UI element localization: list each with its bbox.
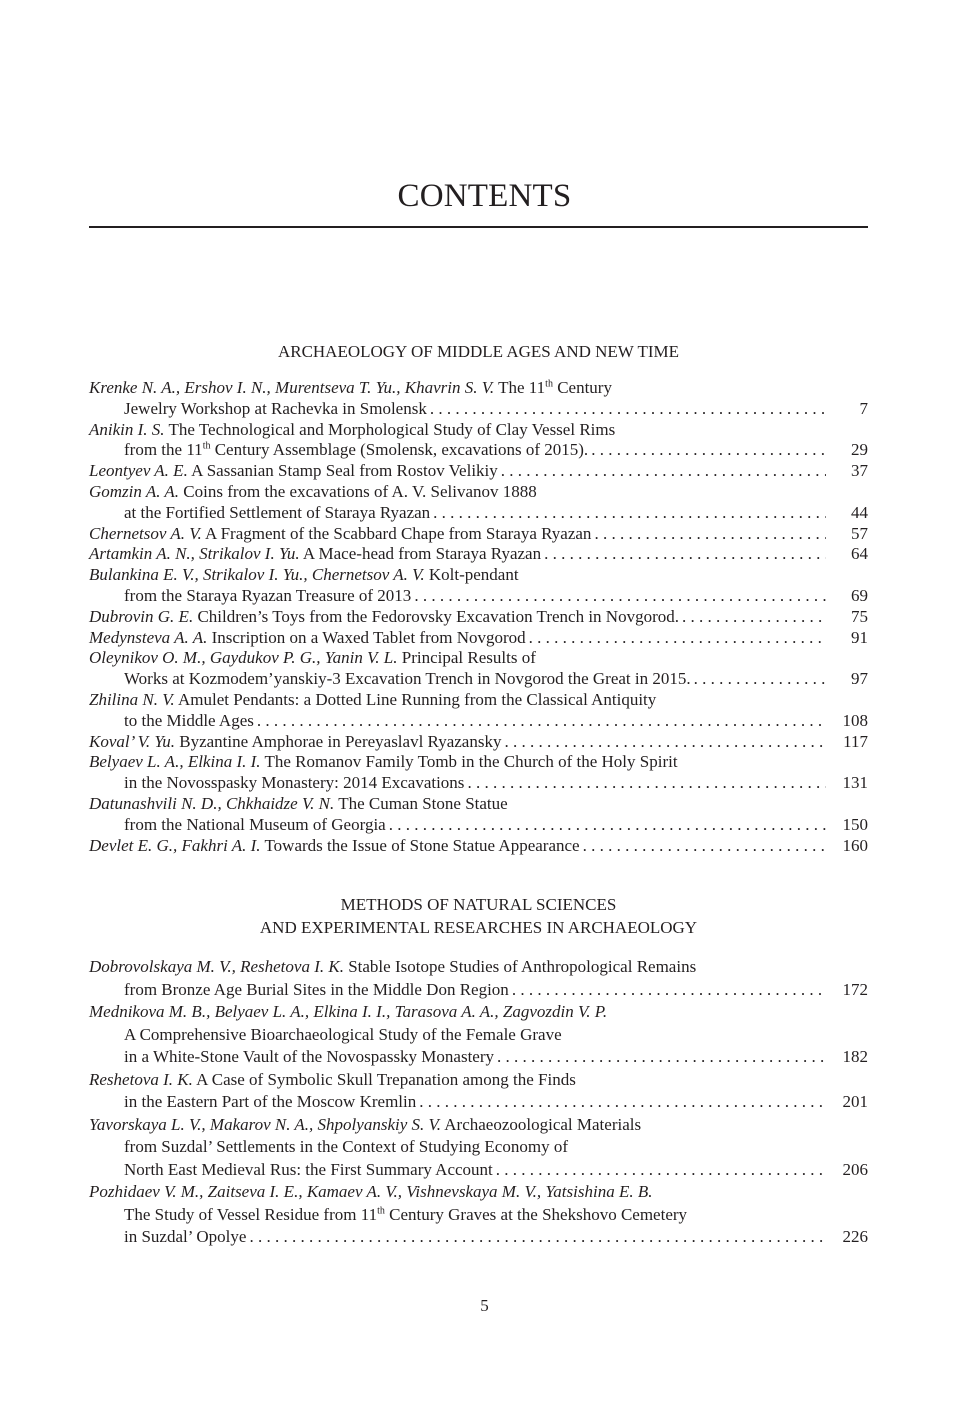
entry-authors: Devlet E. G., Fakhri A. I. (89, 835, 261, 855)
leader-dots (529, 628, 826, 649)
toc-entry-line (89, 1181, 868, 1204)
entry-page-number: 97 (851, 669, 868, 689)
toc-entry-line (89, 1069, 868, 1092)
entry-heading (89, 1001, 607, 1024)
entry-heading: Reshetova I. K. A Case of Symbolic Skull Trepanation among the Finds (89, 1069, 576, 1089)
leader-dots (257, 711, 826, 732)
entry-heading: Belyaev L. A., Elkina I. I. The Romanov Family Tomb in the Church of the Holy Spirit (89, 752, 678, 772)
entry-authors: Bulankina E. V., Strikalov I. Yu., Chernetsov A. V. (89, 565, 425, 585)
entry-authors: Pozhidaev V. M., Zaitseva I. E., Kamaev A. V., Vishnevskaya M. V., Yatsishina E. B. (89, 1182, 653, 1201)
entry-authors: Dobrovolskaya M. V., Reshetova I. K. (89, 957, 344, 976)
entry-authors: Chernetsov A. V. (89, 523, 202, 543)
entry-title-line: from Suzdal’ Settlements in the Context of Studying Economy of (124, 1137, 568, 1156)
entry-page-number: 201 (842, 1092, 868, 1111)
entry-authors: Mednikova M. B., Belyaev L. A., Elkina I. I., Tarasova A. A., Zagvozdin V. P. (89, 1002, 608, 1021)
entry-page-number: 131 (842, 773, 868, 793)
leader-dots (501, 461, 826, 482)
entry-title-line: North East Medieval Rus: the First Summary Account (124, 1159, 493, 1179)
toc-entry-line (89, 628, 868, 649)
entry-heading: Artamkin A. N., Strikalov I. Yu. A Mace-head from Staraya Ryazan (89, 544, 542, 564)
toc-entry-line (89, 690, 868, 711)
entry-heading: Koval’ V. Yu. Byzantine Amphorae in Pereyaslavl Ryazansky (89, 731, 502, 751)
toc-entry-line (89, 669, 868, 690)
entry-page-number: 44 (851, 502, 868, 522)
entry-authors: Datunashvili N. D., Chkhaidze V. N. (89, 793, 335, 813)
entry-page-number: 108 (842, 710, 868, 730)
toc-entry-line (89, 378, 868, 399)
entry-heading: Yavorskaya L. V., Makarov N. A., Shpolyanskiy S. V. Archaeozoological Materials (89, 1114, 642, 1134)
entry-heading: Anikin I. S. The Technological and Morphological Study of Clay Vessel Rims (89, 419, 616, 439)
leader-dots (467, 773, 826, 794)
entry-heading: Dubrovin G. E. Children’s Toys from the Fedorovsky Excavation Trench in Novgorod. (89, 606, 679, 626)
section-heading-line: METHODS OF NATURAL SCIENCES (340, 895, 617, 914)
entry-heading: Bulankina E. V., Strikalov I. Yu., Chernetsov A. V. Kolt-pendant (89, 565, 519, 585)
entry-page-number: 206 (842, 1159, 868, 1179)
leader-dots (389, 815, 826, 836)
entry-authors: Yavorskaya L. V., Makarov N. A., Shpolyanskiy S. V. (89, 1114, 441, 1134)
toc-entry-line (89, 482, 868, 503)
entry-authors: Zhilina N. V. (89, 689, 175, 709)
toc-entry-line (89, 1136, 868, 1159)
toc-entry-line (89, 836, 868, 857)
entry-title-line: in the Eastern Part of the Moscow Kremlin (124, 1092, 417, 1111)
leader-dots (583, 836, 826, 857)
leader-dots (433, 503, 826, 524)
toc-entry-line (89, 752, 868, 773)
entry-heading: Krenke N. A., Ershov I. N., Murentseva T. Yu., Khavrin S. V. The 11th Century (89, 378, 612, 397)
toc-entry-line (89, 565, 868, 586)
leader-dots (512, 979, 826, 1002)
entry-page-number: 117 (843, 731, 868, 751)
entry-heading: Oleynikov O. M., Gaydukov P. G., Yanin V. L. Principal Results of (89, 648, 536, 668)
entry-title-line: from the 11th Century Assemblage (Smolensk, excavations of 2015). (124, 440, 589, 460)
toc-entry-line (89, 544, 868, 565)
leader-dots (682, 607, 826, 628)
toc-section-2 (89, 956, 868, 1249)
toc-entry-line (89, 1046, 868, 1069)
toc-entry-line (89, 1001, 868, 1024)
entry-page-number: 172 (842, 979, 868, 999)
leader-dots (419, 1091, 826, 1114)
entry-title-line: from the Staraya Ryazan Treasure of 2013 (124, 585, 412, 605)
entry-authors: Oleynikov O. M., Gaydukov P. G., Yanin V. L. (89, 648, 398, 668)
entry-authors: Anikin I. S. (89, 419, 165, 439)
entry-page-number: 91 (851, 627, 868, 647)
section-heading-2 (89, 893, 868, 939)
entry-title-line: in Suzdal’ Opolye (124, 1227, 247, 1246)
toc-entry-line (89, 1091, 868, 1114)
section-heading-1 (89, 340, 868, 363)
toc-entry-line (89, 1204, 868, 1227)
entry-title-line: at the Fortified Settlement of Staraya Ryazan (124, 502, 431, 522)
entry-page-number: 75 (851, 606, 868, 626)
leader-dots (430, 399, 826, 420)
section-heading-line: ARCHAEOLOGY OF MIDDLE AGES AND NEW TIME (277, 342, 680, 361)
entry-title-line: in the Novosspasky Monastery: 2014 Excavations (124, 773, 465, 793)
entry-authors: Medynsteva A. A. (89, 627, 208, 647)
entry-page-number: 69 (851, 585, 868, 605)
toc-entry-line (89, 773, 868, 794)
toc-entry-line (89, 979, 868, 1002)
toc-entry-line (89, 399, 868, 420)
entry-title-line: The Study of Vessel Residue from 11th Century Graves at the Shekshovo Cemetery (124, 1204, 688, 1224)
entry-title-line: Jewelry Workshop at Rachevka in Smolensk (124, 398, 427, 418)
page-title: CONTENTS (397, 178, 572, 214)
entry-title-line: from the National Museum of Georgia (124, 814, 386, 834)
entry-heading: Gomzin A. A. Coins from the excavations of A. V. Selivanov 1888 (89, 481, 537, 501)
entry-page-number: 226 (842, 1227, 868, 1246)
entry-heading (89, 1181, 652, 1204)
entry-heading: Devlet E. G., Fakhri A. I. Towards the Issue of Stone Statue Appearance (89, 835, 580, 855)
entry-heading: Chernetsov A. V. A Fragment of the Scabbard Chape from Staraya Ryazan (89, 523, 592, 543)
entry-page-number: 57 (851, 523, 868, 543)
leader-dots (594, 524, 826, 545)
toc-entry-line (89, 648, 868, 669)
toc-entry-line (89, 1226, 868, 1249)
entry-page-number: 150 (842, 814, 868, 834)
toc-entry-line (89, 711, 868, 732)
entry-page-number: 37 (851, 461, 868, 481)
page-number: 5 (480, 1296, 489, 1315)
section-heading-line: AND EXPERIMENTAL RESEARCHES IN ARCHAEOLOGY (259, 918, 698, 937)
leader-dots (694, 669, 826, 690)
toc-entry-line (89, 503, 868, 524)
leader-dots (591, 440, 826, 461)
entry-title-line: A Comprehensive Bioarchaeological Study of the Female Grave (124, 1024, 562, 1044)
entry-title-line: to the Middle Ages (124, 710, 254, 730)
entry-authors: Krenke N. A., Ershov I. N., Murentseva T. Yu., Khavrin S. V. (89, 378, 495, 397)
entry-title-line: Works at Kozmodem’yanskiy-3 Excavation Trench in Novgorod the Great in 2015. (124, 669, 691, 689)
entry-authors: Gomzin A. A. (89, 481, 180, 501)
entry-page-number: 160 (842, 835, 868, 855)
toc-entry-line (89, 586, 868, 607)
toc-entry-line (89, 420, 868, 441)
entry-page-number: 7 (859, 398, 868, 418)
entry-heading: Zhilina N. V. Amulet Pendants: a Dotted Line Running from the Classical Antiquity (89, 689, 657, 709)
toc-entry-line (89, 524, 868, 545)
leader-dots (414, 586, 826, 607)
entry-authors: Koval’ V. Yu. (89, 731, 175, 751)
leader-dots (497, 1046, 826, 1069)
entry-heading: Dobrovolskaya M. V., Reshetova I. K. Stable Isotope Studies of Anthropological Remains (89, 957, 697, 976)
toc-entry-line (89, 1159, 868, 1182)
toc-entry-line (89, 1114, 868, 1137)
entry-heading: Medynsteva A. A. Inscription on a Waxed Tablet from Novgorod (89, 627, 526, 647)
leader-dots (504, 732, 826, 753)
entry-authors: Dubrovin G. E. (89, 606, 194, 626)
toc-entry-line (89, 794, 868, 815)
entry-authors: Reshetova I. K. (89, 1069, 193, 1089)
entry-authors: Leontyev A. E. (89, 461, 188, 481)
toc-entry-line (89, 1024, 868, 1047)
toc-entry-line (89, 956, 868, 979)
entry-heading: Leontyev A. E. A Sassanian Stamp Seal from Rostov Velikiy (89, 461, 498, 481)
entry-heading: Datunashvili N. D., Chkhaidze V. N. The Cuman Stone Statue (89, 793, 508, 813)
entry-page-number: 29 (851, 440, 868, 460)
title-rule (89, 226, 868, 228)
toc-entry-line (89, 815, 868, 836)
entry-page-number: 64 (851, 544, 868, 564)
entry-authors: Artamkin A. N., Strikalov I. Yu. (89, 544, 300, 564)
toc-section-1 (89, 378, 868, 856)
entry-title-line: from Bronze Age Burial Sites in the Middle Don Region (124, 979, 509, 999)
leader-dots (496, 1159, 826, 1182)
leader-dots (249, 1226, 826, 1249)
entry-page-number: 182 (842, 1047, 868, 1066)
toc-entry-line (89, 440, 868, 461)
leader-dots (544, 544, 826, 565)
entry-authors: Belyaev L. A., Elkina I. I. (89, 752, 261, 772)
toc-entry-line (89, 732, 868, 753)
toc-entry-line (89, 607, 868, 628)
entry-title-line: in a White-Stone Vault of the Novospassky Monastery (124, 1047, 495, 1066)
toc-entry-line (89, 461, 868, 482)
